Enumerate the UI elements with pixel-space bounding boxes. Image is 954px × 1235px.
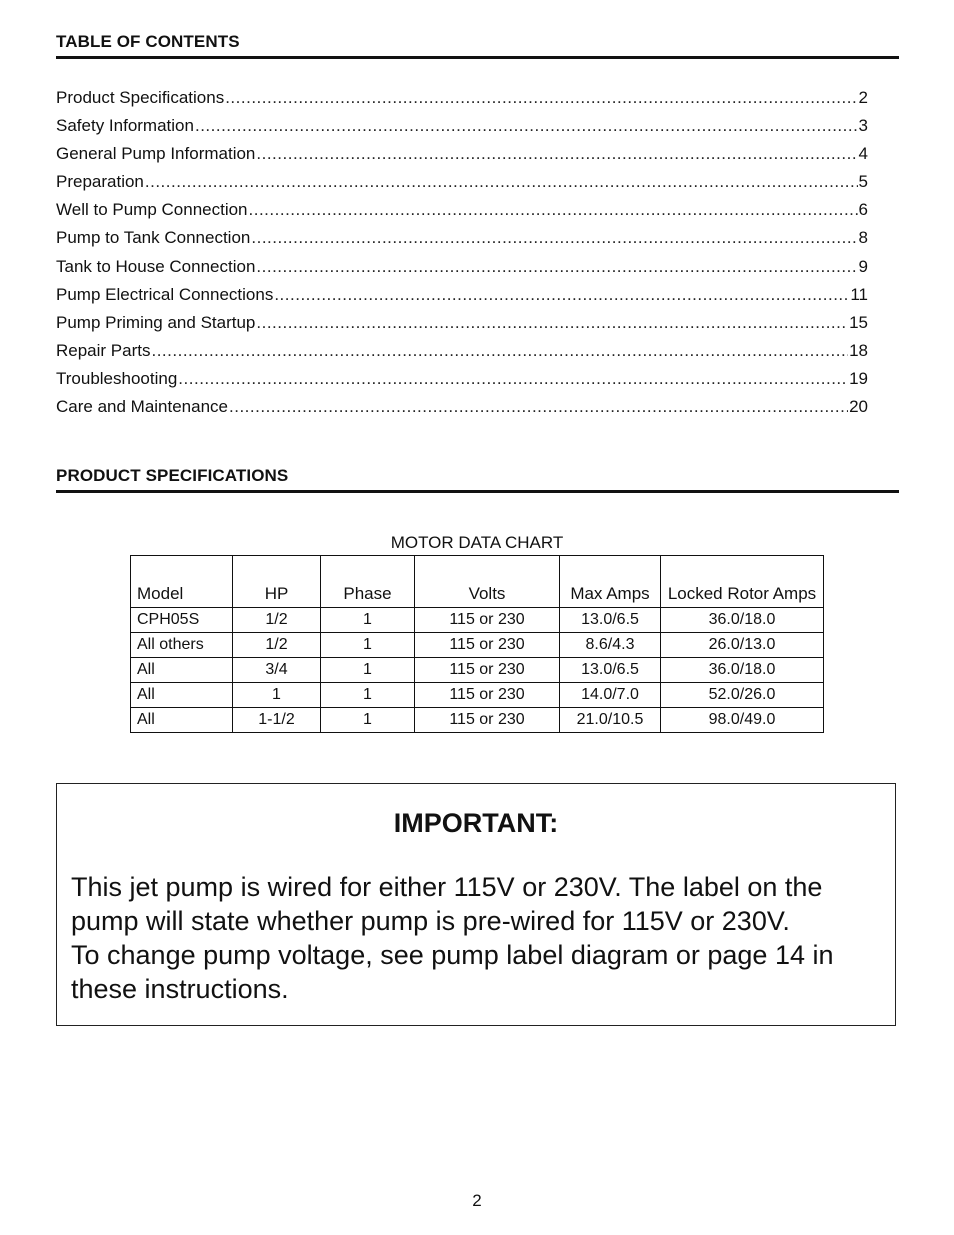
toc-entry-title: Product Specifications: [56, 88, 225, 107]
toc-entry[interactable]: [56, 226, 868, 254]
toc-entry-title: Pump Priming and Startup: [56, 312, 256, 332]
cell-volts: 115 or 230: [415, 708, 560, 733]
toc-entry-page: 9: [858, 256, 868, 276]
table-header-row: [131, 556, 824, 608]
toc-entry-title: Well to Pump Connection: [56, 200, 248, 220]
column-header-phase: Phase: [321, 556, 415, 608]
cell-model: All: [131, 658, 233, 683]
cell-locked-rotor-amps: 36.0/18.0: [661, 658, 824, 683]
cell-hp: 1/2: [233, 633, 321, 658]
cell-hp: 1: [233, 683, 321, 708]
toc-entry-page: 18: [849, 340, 868, 360]
toc-entry[interactable]: [56, 198, 868, 226]
cell-volts: 115 or 230: [415, 658, 560, 683]
cell-hp: 1/2: [233, 608, 321, 633]
toc-leader: [178, 367, 848, 391]
important-text-line: To change pump voltage, see pump label diagram or page 14 in these instructions.: [71, 940, 834, 1004]
important-title: IMPORTANT:: [393, 808, 559, 838]
page-number: 2: [472, 1191, 482, 1210]
cell-model: All others: [131, 633, 233, 658]
toc-leader: [151, 339, 848, 363]
toc-entry-title: Tank to House Connection: [56, 256, 256, 276]
toc-entry[interactable]: [56, 114, 868, 142]
toc-leader: [225, 86, 857, 110]
cell-model: CPH05S: [131, 608, 233, 633]
toc-leader: [229, 395, 848, 419]
toc-entry-page: 8: [858, 228, 868, 248]
cell-locked-rotor-amps: 26.0/13.0: [661, 633, 824, 658]
toc-entry-title: Pump to Tank Connection: [56, 228, 251, 248]
toc-entry[interactable]: [56, 367, 868, 395]
cell-max-amps: 13.0/6.5: [560, 608, 661, 633]
column-header-hp: HP: [233, 556, 321, 608]
toc-list: [56, 86, 868, 423]
toc-entry[interactable]: [56, 170, 868, 198]
important-text: [71, 870, 881, 1006]
specs-heading: PRODUCT SPECIFICATIONS: [56, 466, 899, 493]
toc-entry-title: Repair Parts: [56, 340, 151, 360]
toc-leader: [256, 255, 857, 279]
cell-hp: 3/4: [233, 658, 321, 683]
cell-phase: 1: [321, 633, 415, 658]
toc-entry[interactable]: [56, 255, 868, 283]
cell-phase: 1: [321, 608, 415, 633]
motor-chart-caption: MOTOR DATA CHART: [390, 533, 564, 552]
toc-entry-page: 5: [858, 172, 868, 192]
toc-entry-title: Safety Information: [56, 116, 194, 136]
toc-entry[interactable]: [56, 339, 868, 367]
toc-entry[interactable]: [56, 142, 868, 170]
toc-entry-page: 20: [849, 397, 868, 417]
column-header-max-amps: Max Amps: [560, 556, 661, 608]
toc-entry-page: 6: [858, 200, 868, 220]
motor-data-table: [130, 555, 824, 733]
cell-volts: 115 or 230: [415, 683, 560, 708]
toc-leader: [195, 114, 858, 138]
toc-entry-page: 3: [858, 116, 868, 136]
toc-entry[interactable]: [56, 395, 868, 423]
toc-entry[interactable]: [56, 283, 868, 311]
toc-entry-page: 11: [850, 284, 868, 304]
cell-model: All: [131, 708, 233, 733]
cell-locked-rotor-amps: 36.0/18.0: [661, 608, 824, 633]
cell-volts: 115 or 230: [415, 633, 560, 658]
cell-max-amps: 13.0/6.5: [560, 658, 661, 683]
toc-entry[interactable]: [56, 311, 868, 339]
toc-entry-page: 15: [849, 312, 868, 332]
toc-heading: TABLE OF CONTENTS: [56, 32, 899, 59]
toc-entry[interactable]: [56, 86, 868, 114]
table-row: [131, 683, 824, 708]
column-header-volts: Volts: [415, 556, 560, 608]
toc-leader: [274, 283, 849, 307]
cell-max-amps: 21.0/10.5: [560, 708, 661, 733]
cell-locked-rotor-amps: 98.0/49.0: [661, 708, 824, 733]
toc-entry-title: Care and Maintenance: [56, 397, 229, 417]
cell-volts: 115 or 230: [415, 608, 560, 633]
toc-leader: [145, 170, 858, 194]
toc-entry-page: 2: [858, 88, 868, 107]
cell-phase: 1: [321, 683, 415, 708]
toc-leader: [251, 226, 857, 250]
toc-entry-title: General Pump Information: [56, 144, 256, 164]
table-row: [131, 658, 824, 683]
toc-leader: [256, 142, 857, 166]
toc-entry-page: 19: [849, 368, 868, 388]
table-row: [131, 608, 824, 633]
cell-phase: 1: [321, 708, 415, 733]
toc-leader: [256, 311, 848, 335]
important-text-line: This jet pump is wired for either 115V or 230V. The label on the pump will state whether pump is pre-wired for 115V or 230V.: [71, 872, 823, 936]
toc-entry-page: 4: [858, 144, 868, 164]
cell-hp: 1-1/2: [233, 708, 321, 733]
column-header-locked-rotor-amps: Locked Rotor Amps: [661, 556, 824, 608]
column-header-model: Model: [131, 556, 233, 608]
toc-entry-title: Pump Electrical Connections: [56, 284, 274, 304]
table-row: [131, 708, 824, 733]
cell-model: All: [131, 683, 233, 708]
toc-entry-title: Troubleshooting: [56, 368, 178, 388]
cell-max-amps: 14.0/7.0: [560, 683, 661, 708]
cell-phase: 1: [321, 658, 415, 683]
table-row: [131, 633, 824, 658]
cell-locked-rotor-amps: 52.0/26.0: [661, 683, 824, 708]
cell-max-amps: 8.6/4.3: [560, 633, 661, 658]
toc-leader: [249, 198, 858, 222]
toc-entry-title: Preparation: [56, 172, 144, 192]
important-notice-box: [56, 783, 896, 1026]
